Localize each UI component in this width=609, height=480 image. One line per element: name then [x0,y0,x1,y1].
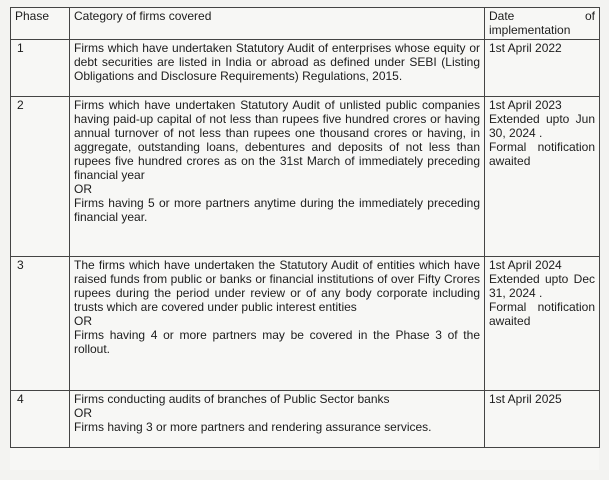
phase-cell: 4 [11,391,70,448]
category-text: Firms conducting audits of branches of Public Sector banks [74,392,390,406]
date-notification: Formal notification awaited [489,140,595,168]
header-category: Category of firms covered [70,8,485,40]
category-text: Firms which have undertaken Statutory Audit of enterprises whose equity or debt securities are listed in India or abroad as defined under SEBI (Listing Obligations and Disclosure Requirements) Regulations, 2015. [74,41,480,83]
header-date: Date of implementation [485,8,600,40]
table-row [11,391,600,448]
phase-table [10,7,600,448]
date-cell [485,391,600,448]
header-phase: Phase [11,8,70,40]
date-cell [485,97,600,257]
phase-cell: 2 [11,97,70,257]
category-cell [70,391,485,448]
date-notification: Formal notification awaited [489,300,595,328]
category-text: The firms which have undertaken the Statutory Audit of entities which have raised funds from public or banks or financial institutions of over Fifty Crores rupees during the period under review or of any body corporate including trusts which are covered under public interest entities [74,258,480,314]
table-row [11,97,600,257]
date-extension: Extended upto Jun 30, 2024 . [489,112,595,140]
document-page [10,7,599,470]
date-text: 1st April 2024 [489,258,562,272]
category-text: Firms which have undertaken Statutory Audit of unlisted public companies having paid-up capital of not less than rupees five hundred crores or having annual turnover of not less than rupees one thousand crores or having, in aggregate, outstanding loans, debentures and deposits of not less than rupees five hundred crores as on the 31st March of immediately preceding financial year [74,98,480,182]
category-or: OR [74,182,92,196]
date-text: 1st April 2022 [489,41,562,55]
table-row [11,257,600,391]
table-row [11,40,600,97]
category-cell [70,97,485,257]
phase-cell: 3 [11,257,70,391]
phase-cell: 1 [11,40,70,97]
category-text: Firms having 5 or more partners anytime during the immediately preceding financial year. [74,196,480,224]
category-or: OR [74,406,92,420]
table-header-row [11,8,600,40]
category-or: OR [74,314,92,328]
date-cell [485,40,600,97]
category-text: Firms having 4 or more partners may be covered in the Phase 3 of the rollout. [74,328,480,356]
category-cell [70,40,485,97]
date-text: 1st April 2023 [489,98,562,112]
category-cell [70,257,485,391]
date-text: 1st April 2025 [489,392,562,406]
date-extension: Extended upto Dec 31, 2024 . [489,272,595,300]
date-cell [485,257,600,391]
category-text: Firms having 3 or more partners and rendering assurance services. [74,420,432,434]
